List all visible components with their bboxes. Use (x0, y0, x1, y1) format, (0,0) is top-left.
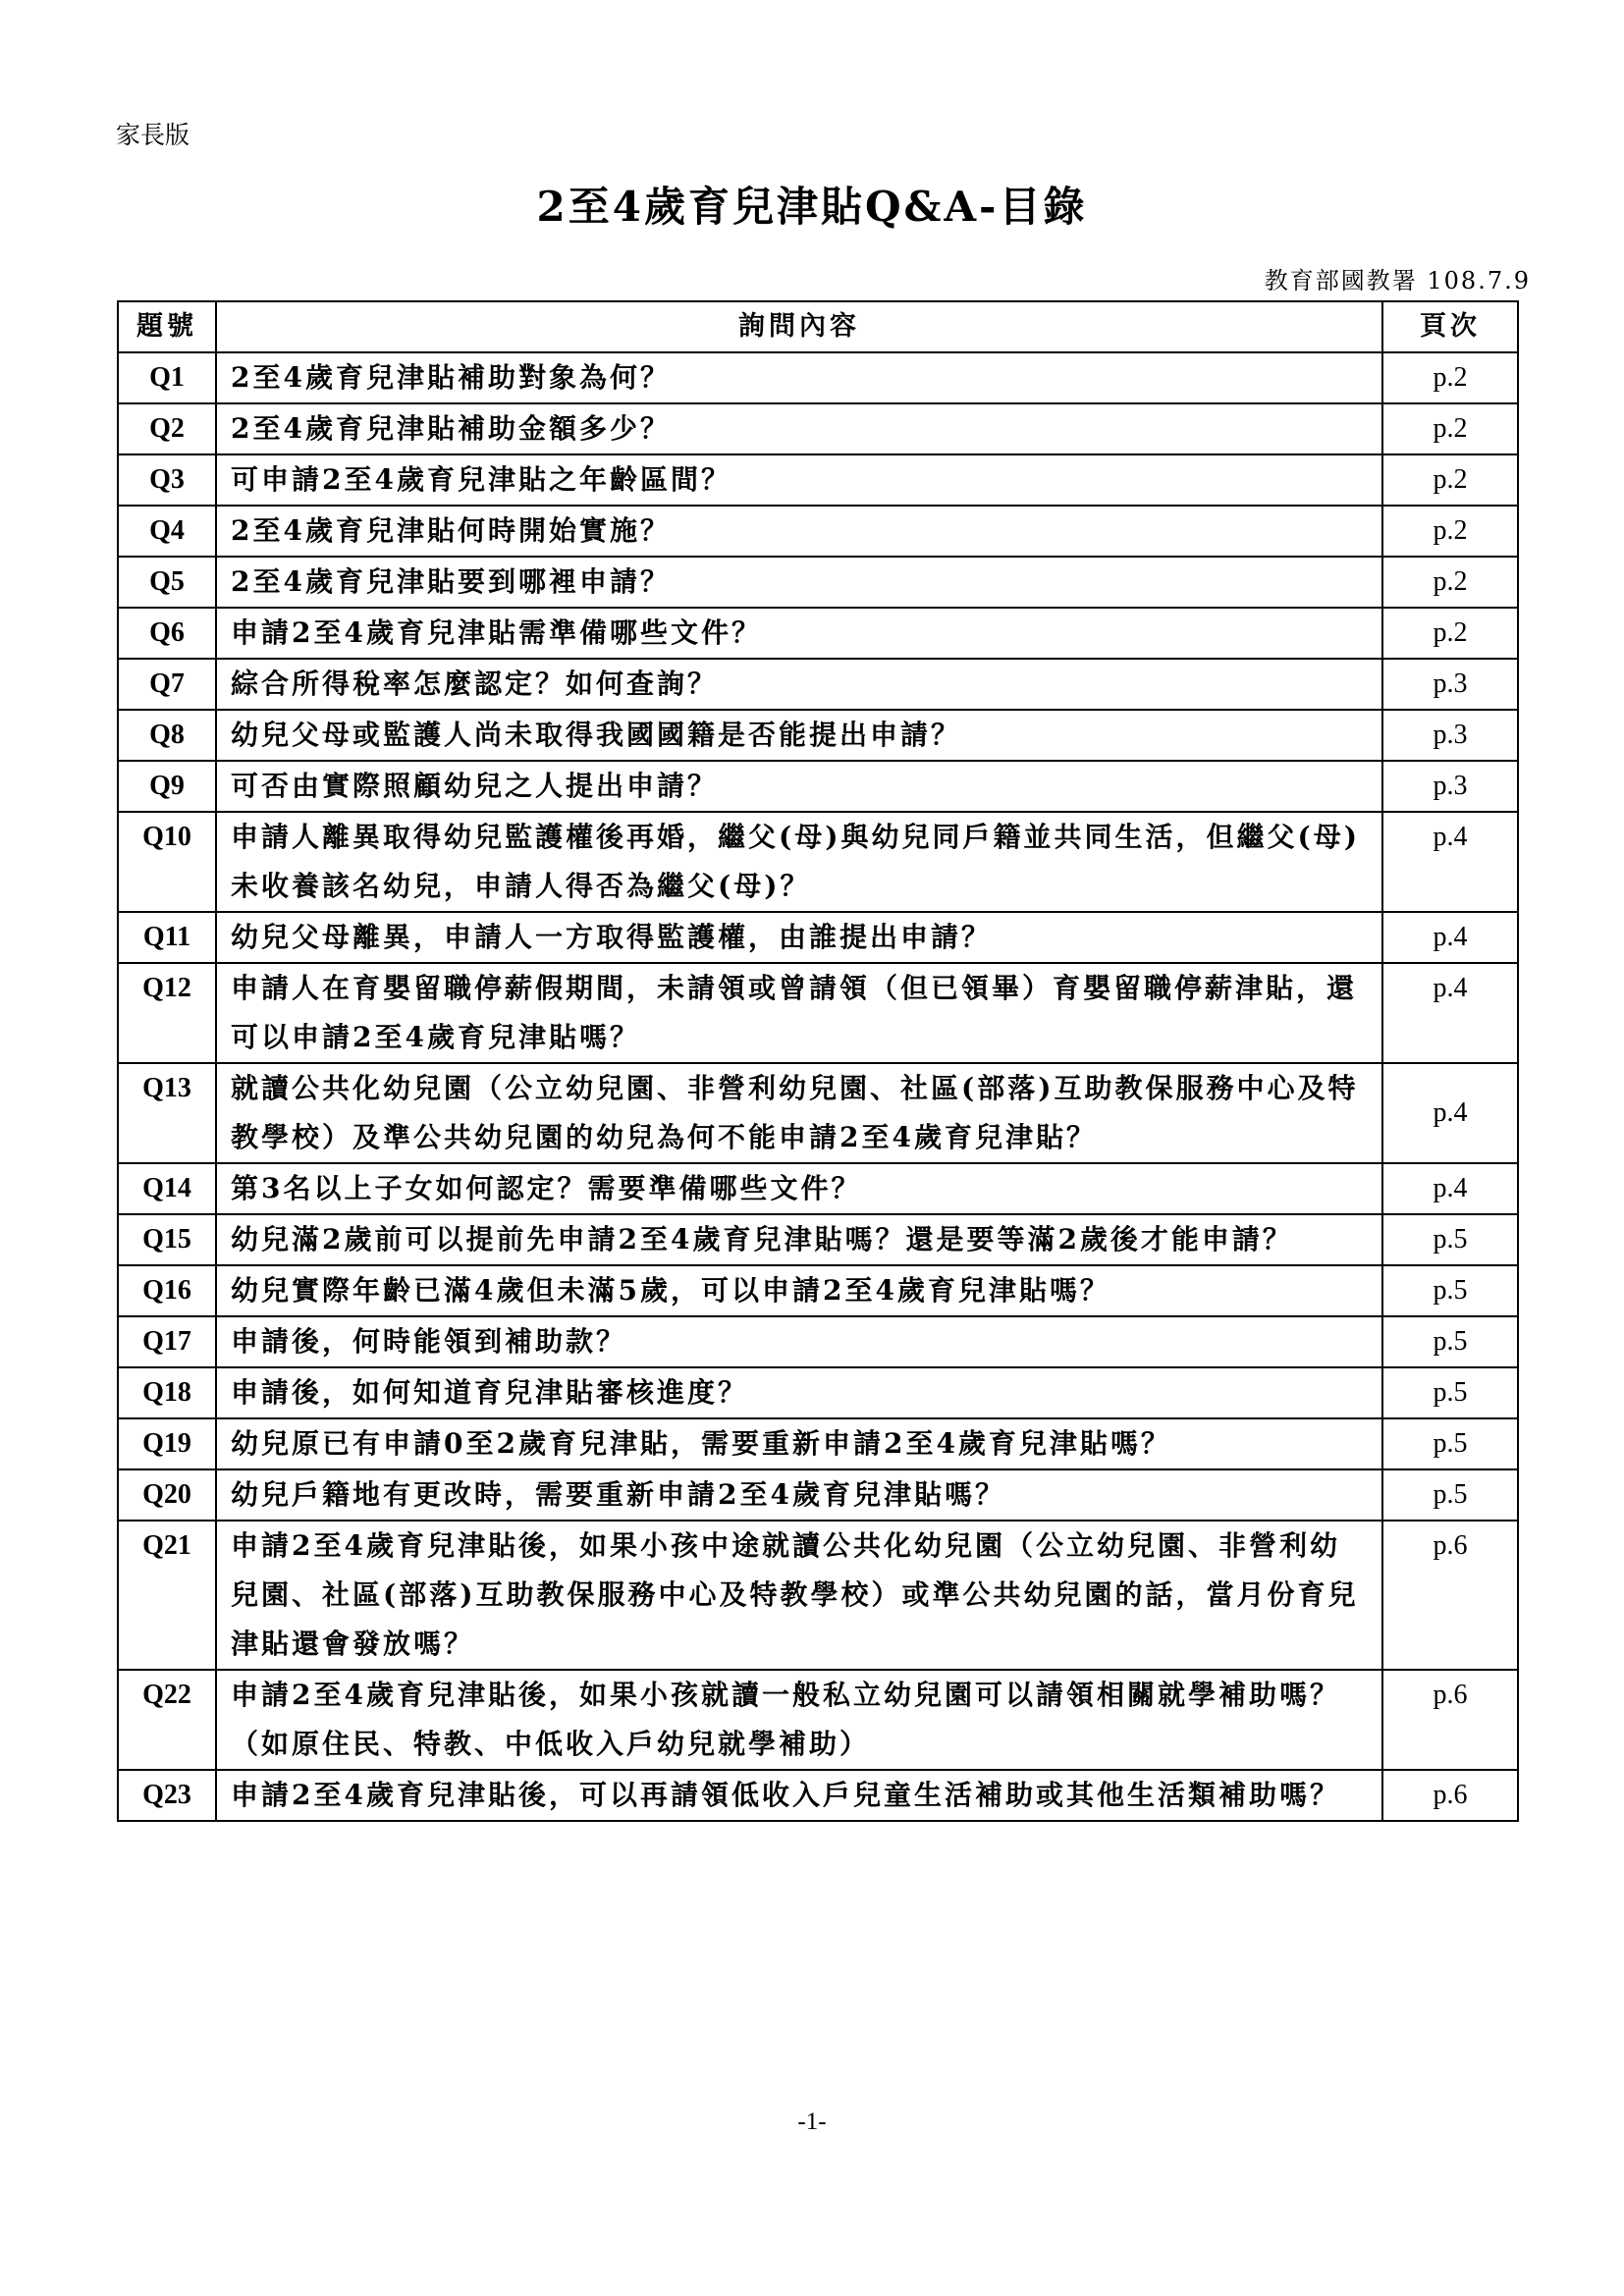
question-number: Q9 (118, 761, 216, 812)
table-row (118, 1163, 1518, 1214)
question-page: p.4 (1382, 812, 1518, 912)
version-label: 家長版 (116, 121, 190, 149)
question-text: 申請2至4歲育兒津貼後，如果小孩中途就讀公共化幼兒園（公立幼兒園、非營利幼兒園、社區(部落)互助教保服務中心及特教學校）或準公共幼兒園的話，當月份育兒津貼還會發放嗎？ (216, 1521, 1382, 1670)
question-text: 2至4歲育兒津貼補助金額多少？ (216, 403, 1382, 454)
question-text: 申請人在育嬰留職停薪假期間，未請領或曾請領（但已領畢）育嬰留職停薪津貼，還可以申請2至4歲育兒津貼嗎？ (216, 963, 1382, 1063)
table-row (118, 352, 1518, 403)
question-text: 幼兒實際年齡已滿4歲但未滿5歲，可以申請2至4歲育兒津貼嗎？ (216, 1265, 1382, 1316)
question-page: p.5 (1382, 1265, 1518, 1316)
question-number: Q1 (118, 352, 216, 403)
question-page: p.3 (1382, 659, 1518, 710)
question-page: p.3 (1382, 761, 1518, 812)
question-number: Q21 (118, 1521, 216, 1670)
question-text: 第3名以上子女如何認定？需要準備哪些文件？ (216, 1163, 1382, 1214)
question-page: p.5 (1382, 1316, 1518, 1367)
toc-body (118, 352, 1518, 1821)
question-number: Q17 (118, 1316, 216, 1367)
question-text: 幼兒戶籍地有更改時，需要重新申請2至4歲育兒津貼嗎？ (216, 1469, 1382, 1521)
table-row (118, 659, 1518, 710)
question-number: Q8 (118, 710, 216, 761)
question-text: 申請後，何時能領到補助款？ (216, 1316, 1382, 1367)
table-row (118, 1469, 1518, 1521)
table-row (118, 1214, 1518, 1265)
page-title: 2至4歲育兒津貼Q&A-目錄 (536, 183, 1088, 231)
table-row (118, 557, 1518, 608)
question-text: 幼兒滿2歲前可以提前先申請2至4歲育兒津貼嗎？還是要等滿2歲後才能申請？ (216, 1214, 1382, 1265)
question-text: 幼兒父母離異，申請人一方取得監護權，由誰提出申請？ (216, 912, 1382, 963)
question-text: 申請後，如何知道育兒津貼審核進度？ (216, 1367, 1382, 1418)
question-page: p.4 (1382, 912, 1518, 963)
table-row (118, 403, 1518, 454)
question-number: Q5 (118, 557, 216, 608)
document-source: 教育部國教署 108.7.9 (1264, 267, 1531, 294)
question-number: Q14 (118, 1163, 216, 1214)
question-text: 申請2至4歲育兒津貼後，可以再請領低收入戶兒童生活補助或其他生活類補助嗎？ (216, 1770, 1382, 1821)
question-page: p.2 (1382, 608, 1518, 659)
table-row (118, 1670, 1518, 1770)
column-header-question: 詢問內容 (216, 301, 1382, 352)
question-page: p.2 (1382, 506, 1518, 557)
table-row (118, 710, 1518, 761)
question-page: p.6 (1382, 1770, 1518, 1821)
question-number: Q3 (118, 454, 216, 506)
question-number: Q19 (118, 1418, 216, 1469)
table-row (118, 1418, 1518, 1469)
question-page: p.4 (1382, 1063, 1518, 1163)
table-header-row (118, 301, 1518, 352)
column-header-page: 頁次 (1382, 301, 1518, 352)
question-page: p.4 (1382, 1163, 1518, 1214)
question-page: p.2 (1382, 454, 1518, 506)
question-text: 2至4歲育兒津貼何時開始實施？ (216, 506, 1382, 557)
question-text: 幼兒父母或監護人尚未取得我國國籍是否能提出申請？ (216, 710, 1382, 761)
table-row (118, 812, 1518, 912)
question-text: 就讀公共化幼兒園（公立幼兒園、非營利幼兒園、社區(部落)互助教保服務中心及特教學校）及準公共幼兒園的幼兒為何不能申請2至4歲育兒津貼？ (216, 1063, 1382, 1163)
table-row (118, 1265, 1518, 1316)
question-number: Q18 (118, 1367, 216, 1418)
table-row (118, 1521, 1518, 1670)
question-number: Q11 (118, 912, 216, 963)
question-text: 2至4歲育兒津貼要到哪裡申請？ (216, 557, 1382, 608)
question-number: Q22 (118, 1670, 216, 1770)
question-page: p.5 (1382, 1469, 1518, 1521)
question-page: p.6 (1382, 1521, 1518, 1670)
question-number: Q15 (118, 1214, 216, 1265)
question-page: p.2 (1382, 352, 1518, 403)
question-page: p.2 (1382, 557, 1518, 608)
question-text: 申請2至4歲育兒津貼後，如果小孩就讀一般私立幼兒園可以請領相關就學補助嗎？（如原住民、特教、中低收入戶幼兒就學補助） (216, 1670, 1382, 1770)
question-text: 可否由實際照顧幼兒之人提出申請？ (216, 761, 1382, 812)
page-number: -1- (797, 2109, 827, 2135)
question-text: 申請2至4歲育兒津貼需準備哪些文件？ (216, 608, 1382, 659)
question-page: p.4 (1382, 963, 1518, 1063)
table-row (118, 608, 1518, 659)
table-row (118, 912, 1518, 963)
question-text: 2至4歲育兒津貼補助對象為何？ (216, 352, 1382, 403)
toc-table (117, 300, 1519, 1822)
table-row (118, 1316, 1518, 1367)
question-number: Q13 (118, 1063, 216, 1163)
question-page: p.3 (1382, 710, 1518, 761)
question-number: Q20 (118, 1469, 216, 1521)
question-number: Q23 (118, 1770, 216, 1821)
question-number: Q4 (118, 506, 216, 557)
question-number: Q2 (118, 403, 216, 454)
question-number: Q12 (118, 963, 216, 1063)
question-text: 幼兒原已有申請0至2歲育兒津貼，需要重新申請2至4歲育兒津貼嗎？ (216, 1418, 1382, 1469)
question-page: p.5 (1382, 1214, 1518, 1265)
question-page: p.5 (1382, 1367, 1518, 1418)
question-text: 申請人離異取得幼兒監護權後再婚，繼父(母)與幼兒同戶籍並共同生活，但繼父(母)未收養該名幼兒，申請人得否為繼父(母)？ (216, 812, 1382, 912)
question-page: p.2 (1382, 403, 1518, 454)
column-header-number: 題號 (118, 301, 216, 352)
question-number: Q10 (118, 812, 216, 912)
question-number: Q7 (118, 659, 216, 710)
table-row (118, 506, 1518, 557)
question-page: p.6 (1382, 1670, 1518, 1770)
table-row (118, 1770, 1518, 1821)
question-page: p.5 (1382, 1418, 1518, 1469)
table-row (118, 1063, 1518, 1163)
table-row (118, 963, 1518, 1063)
question-number: Q6 (118, 608, 216, 659)
question-text: 可申請2至4歲育兒津貼之年齡區間？ (216, 454, 1382, 506)
table-row (118, 1367, 1518, 1418)
question-number: Q16 (118, 1265, 216, 1316)
question-text: 綜合所得稅率怎麼認定？如何查詢？ (216, 659, 1382, 710)
table-row (118, 761, 1518, 812)
table-row (118, 454, 1518, 506)
